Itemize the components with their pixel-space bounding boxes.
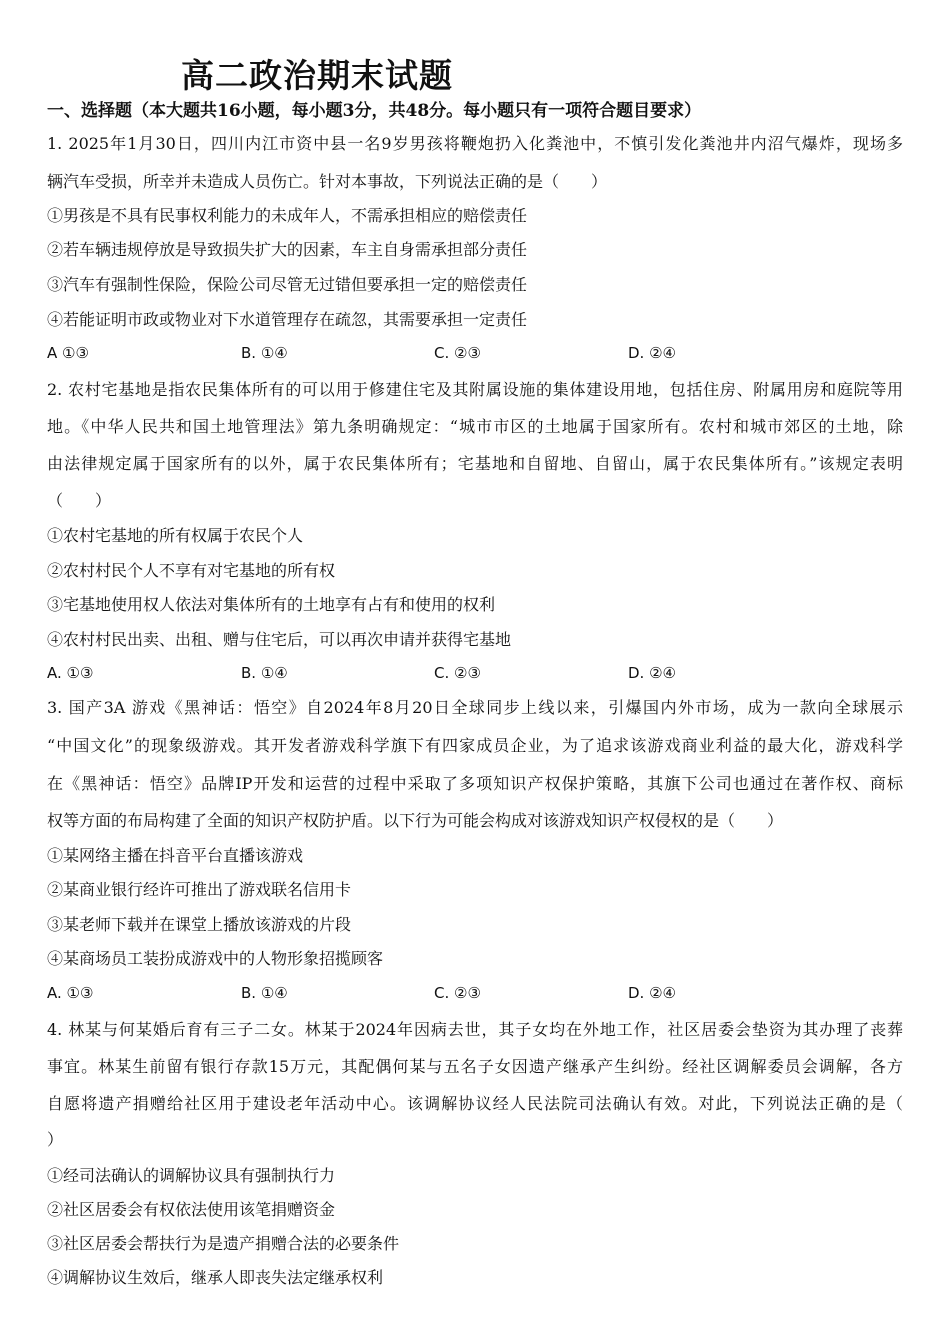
section-header: 一、选择题（本大题共16小题，每小题3分，共48分。每小题只有一项符合题目要求） (47, 101, 702, 121)
question-3-stem-line: 权等方面的布局构建了全面的知识产权防护盾。以下行为可能会构成对该游戏知识产权侵权的是（ ） (47, 811, 784, 830)
question-3-statement: ③某老师下载并在课堂上播放该游戏的片段 (47, 915, 352, 934)
question-1-stem-line: 1. 2025年1月30日，四川内江市资中县一名9岁男孩将鞭炮扔入化粪池中，不慎引发化粪池井内沼气爆炸，现场多 (47, 134, 903, 153)
question-4-stem-line: 4. 林某与何某婚后育有三子二女。林某于2024年因病去世，其子女均在外地工作，社区居委会垫资为其办理了丧葬 (47, 1020, 903, 1039)
question-3-choice-a: A. ①③ (47, 984, 94, 1002)
question-2-statement: ②农村村民个人不享有对宅基地的所有权 (47, 561, 336, 580)
question-2-statement: ③宅基地使用权人依法对集体所有的土地享有占有和使用的权利 (47, 595, 496, 614)
question-1-choice-a: A ①③ (47, 344, 89, 362)
question-3-stem-line: 在《黑神话：悟空》品牌IP开发和运营的过程中采取了多项知识产权保护策略，其旗下公司也通过在著作权、商标 (47, 774, 903, 793)
question-4-stem-line: ） (47, 1130, 64, 1149)
question-3-choice-b: B. ①④ (241, 984, 288, 1002)
question-2-statement: ④农村村民出卖、出租、赠与住宅后，可以再次申请并获得宅基地 (47, 630, 512, 649)
question-4-statement: ③社区居委会帮扶行为是遗产捐赠合法的必要条件 (47, 1234, 400, 1253)
question-3-statement: ②某商业银行经许可推出了游戏联名信用卡 (47, 880, 352, 899)
question-3-statement: ④某商场员工装扮成游戏中的人物形象招揽顾客 (47, 949, 384, 968)
question-2-choice-a: A. ①③ (47, 664, 94, 682)
question-3-choice-c: C. ②③ (434, 984, 481, 1002)
question-3-stem-line: 3. 国产3A 游戏《黑神话：悟空》自2024年8月20日全球同步上线以来，引爆国内外市场，成为一款向全球展示 (47, 698, 903, 717)
question-4-statement: ①经司法确认的调解协议具有强制执行力 (47, 1166, 336, 1185)
question-2-stem-line: 地。《中华人民共和国土地管理法》第九条明确规定：“城市市区的土地属于国家所有。农村和城市郊区的土地，除 (47, 417, 903, 436)
question-2-stem-line: 2. 农村宅基地是指农民集体所有的可以用于修建住宅及其附属设施的集体建设用地，包括住房、附属用房和庭院等用 (47, 380, 903, 399)
question-4-statement: ④调解协议生效后，继承人即丧失法定继承权利 (47, 1268, 384, 1287)
question-1-statement: ④若能证明市政或物业对下水道管理存在疏忽，其需要承担一定责任 (47, 310, 528, 329)
question-2-choice-c: C. ②③ (434, 664, 481, 682)
question-1-choice-d: D. ②④ (628, 344, 676, 362)
question-1-statement: ③汽车有强制性保险，保险公司尽管无过错但要承担一定的赔偿责任 (47, 275, 528, 294)
question-2-statement: ①农村宅基地的所有权属于农民个人 (47, 526, 304, 545)
question-2-choice-b: B. ①④ (241, 664, 288, 682)
question-2-stem-line: （ ） (47, 491, 112, 510)
question-1-statement: ①男孩是不具有民事权利能力的未成年人，不需承担相应的赔偿责任 (47, 206, 528, 225)
question-3-choice-d: D. ②④ (628, 984, 676, 1002)
page-title: 高二政治期末试题 (181, 56, 453, 95)
question-2-stem-line: 由法律规定属于国家所有的以外，属于农民集体所有；宅基地和自留地、自留山，属于农民集体所有。”该规定表明 (47, 454, 903, 473)
question-4-stem-line: 自愿将遗产捐赠给社区用于建设老年活动中心。该调解协议经人民法院司法确认有效。对此，下列说法正确的是（ (47, 1094, 903, 1113)
question-1-choice-b: B. ①④ (241, 344, 288, 362)
question-4-stem-line: 事宜。林某生前留有银行存款15万元，其配偶何某与五名子女因遗产继承产生纠纷。经社区调解委员会调解，各方 (47, 1057, 903, 1076)
question-1-choice-c: C. ②③ (434, 344, 481, 362)
question-3-stem-line: “中国文化”的现象级游戏。其开发者游戏科学旗下有四家成员企业，为了追求该游戏商业利益的最大化，游戏科学 (47, 736, 903, 755)
question-1-statement: ②若车辆违规停放是导致损失扩大的因素，车主自身需承担部分责任 (47, 240, 528, 259)
question-2-choice-d: D. ②④ (628, 664, 676, 682)
question-4-statement: ②社区居委会有权依法使用该笔捐赠资金 (47, 1200, 336, 1219)
question-3-statement: ①某网络主播在抖音平台直播该游戏 (47, 846, 304, 865)
question-1-stem-line: 辆汽车受损，所幸并未造成人员伤亡。针对本事故，下列说法正确的是（ ） (47, 172, 608, 191)
